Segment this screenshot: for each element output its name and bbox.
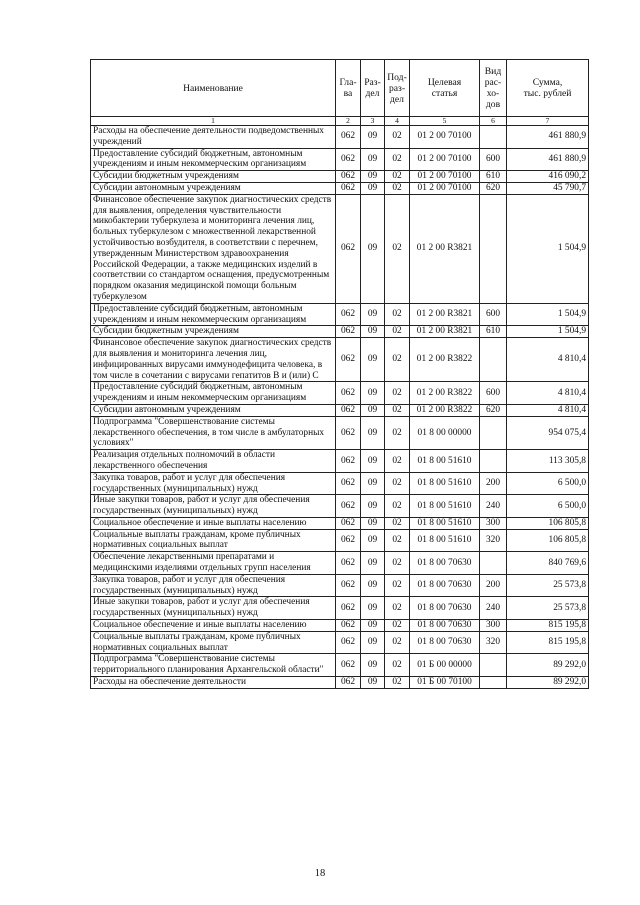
cell-target: 01 8 00 51610 [410, 529, 480, 552]
cell-section: 09 [361, 597, 385, 620]
cell-subsection: 02 [385, 597, 410, 620]
cell-target: 01 2 00 70100 [410, 182, 480, 194]
cell-chapter: 062 [336, 654, 361, 677]
table-row [91, 416, 589, 449]
table-header-row [91, 60, 589, 117]
cell-target: 01 8 00 51610 [410, 450, 480, 473]
cell-target: 01 8 00 00000 [410, 416, 480, 449]
cell-sum: 4 810,4 [507, 382, 589, 405]
cell-name: Расходы на обеспечение деятельности подведомственных учреждений [91, 126, 336, 149]
cell-section: 09 [361, 552, 385, 575]
cell-chapter: 062 [336, 126, 361, 149]
cell-section: 09 [361, 677, 385, 689]
cell-subsection: 02 [385, 126, 410, 149]
cell-chapter: 062 [336, 517, 361, 529]
cell-subsection: 02 [385, 326, 410, 338]
cell-section: 09 [361, 654, 385, 677]
cell-target: 01 8 00 51610 [410, 517, 480, 529]
cell-name: Финансовое обеспечение закупок диагностических средств для выявления и мониторинга лечения лиц, инфицированных вирусами иммунодефицита человека, в том числе в сочетании с вирусами гепатитов B и (или) C [91, 338, 336, 382]
cell-subsection: 02 [385, 182, 410, 194]
cell-subsection: 02 [385, 404, 410, 416]
cell-chapter: 062 [336, 326, 361, 338]
cell-name: Субсидии бюджетным учреждениям [91, 171, 336, 183]
cell-name: Закупка товаров, работ и услуг для обеспечения государственных (муниципальных) нужд [91, 472, 336, 495]
cell-chapter: 062 [336, 194, 361, 303]
cell-subsection: 02 [385, 303, 410, 326]
table-row [91, 338, 589, 382]
cell-sum: 4 810,4 [507, 404, 589, 416]
cell-exp-type: 240 [480, 597, 507, 620]
cell-target: 01 8 00 51610 [410, 495, 480, 518]
cell-subsection: 02 [385, 517, 410, 529]
cell-section: 09 [361, 126, 385, 149]
cell-subsection: 02 [385, 529, 410, 552]
cell-exp-type: 240 [480, 495, 507, 518]
cell-sum: 113 305,8 [507, 450, 589, 473]
cell-name: Иные закупки товаров, работ и услуг для обеспечения государственных (муниципальных) нужд [91, 495, 336, 518]
cell-name: Реализация отдельных полномочий в области лекарственного обеспечения [91, 450, 336, 473]
cell-subsection: 02 [385, 382, 410, 405]
cell-target: 01 8 00 70630 [410, 574, 480, 597]
cell-sum: 106 805,8 [507, 529, 589, 552]
cell-sum: 4 810,4 [507, 338, 589, 382]
cell-section: 09 [361, 574, 385, 597]
cell-chapter: 062 [336, 495, 361, 518]
cell-subsection: 02 [385, 574, 410, 597]
cell-exp-type [480, 194, 507, 303]
cell-exp-type: 200 [480, 472, 507, 495]
table-row [91, 472, 589, 495]
cell-subsection: 02 [385, 654, 410, 677]
cell-target: 01 2 00 70100 [410, 171, 480, 183]
table-row [91, 194, 589, 303]
cell-chapter: 062 [336, 382, 361, 405]
column-number: 5 [410, 117, 480, 126]
cell-section: 09 [361, 338, 385, 382]
cell-target: 01 2 00 R3821 [410, 326, 480, 338]
cell-subsection: 02 [385, 552, 410, 575]
table-row [91, 171, 589, 183]
cell-chapter: 062 [336, 182, 361, 194]
cell-sum: 461 880,9 [507, 148, 589, 171]
cell-exp-type: 300 [480, 620, 507, 632]
cell-section: 09 [361, 472, 385, 495]
column-number-row [91, 117, 589, 126]
cell-sum: 25 573,8 [507, 597, 589, 620]
table-row [91, 552, 589, 575]
cell-exp-type: 600 [480, 148, 507, 171]
cell-chapter: 062 [336, 631, 361, 654]
cell-name: Финансовое обеспечение закупок диагностических средств для выявления, определения чувствительности микобактерии туберкулеза и мониторинга лечения лиц, больных туберкулезом с множественной лекарственной устойчивостью возбудителя, в соответствии с перечнем, утвержденным Министерством здравоохранения Российской Федерации, а также медицинских изделий в соответствии со стандартом оснащения, предусмотренным порядком оказания медицинской помощи больным туберкулезом [91, 194, 336, 303]
cell-sum: 106 805,8 [507, 517, 589, 529]
cell-target: 01 8 00 70630 [410, 552, 480, 575]
cell-chapter: 062 [336, 529, 361, 552]
cell-chapter: 062 [336, 338, 361, 382]
cell-section: 09 [361, 450, 385, 473]
cell-section: 09 [361, 529, 385, 552]
cell-chapter: 062 [336, 620, 361, 632]
cell-exp-type: 610 [480, 326, 507, 338]
cell-name: Обеспечение лекарственными препаратами и медицинскими изделиями отдельных групп населения [91, 552, 336, 575]
cell-target: 01 2 00 R3822 [410, 338, 480, 382]
cell-chapter: 062 [336, 416, 361, 449]
cell-target: 01 Б 00 70100 [410, 677, 480, 689]
cell-name: Субсидии бюджетным учреждениям [91, 326, 336, 338]
header-subsection: Под- раз- дел [385, 60, 410, 117]
cell-subsection: 02 [385, 677, 410, 689]
cell-name: Расходы на обеспечение деятельности [91, 677, 336, 689]
cell-name: Предоставление субсидий бюджетным, автономным учреждениям и иным некоммерческим организациям [91, 382, 336, 405]
cell-exp-type [480, 450, 507, 473]
cell-sum: 1 504,9 [507, 326, 589, 338]
cell-chapter: 062 [336, 404, 361, 416]
cell-exp-type: 200 [480, 574, 507, 597]
cell-subsection: 02 [385, 472, 410, 495]
cell-chapter: 062 [336, 597, 361, 620]
header-sum: Сумма, тыс. рублей [507, 60, 589, 117]
cell-exp-type: 320 [480, 529, 507, 552]
cell-section: 09 [361, 171, 385, 183]
cell-sum: 840 769,6 [507, 552, 589, 575]
column-number: 7 [507, 117, 589, 126]
cell-name: Подпрограмма "Совершенствование системы лекарственного обеспечения, в том числе в амбулаторных условиях" [91, 416, 336, 449]
cell-section: 09 [361, 194, 385, 303]
table-row [91, 382, 589, 405]
budget-table [90, 59, 589, 689]
cell-sum: 6 500,0 [507, 472, 589, 495]
cell-sum: 954 075,4 [507, 416, 589, 449]
cell-target: 01 2 00 70100 [410, 148, 480, 171]
cell-chapter: 062 [336, 303, 361, 326]
cell-exp-type: 620 [480, 404, 507, 416]
cell-subsection: 02 [385, 495, 410, 518]
cell-name: Предоставление субсидий бюджетным, автономным учреждениям и иным некоммерческим организациям [91, 148, 336, 171]
cell-name: Социальные выплаты гражданам, кроме публичных нормативных социальных выплат [91, 631, 336, 654]
table-row [91, 303, 589, 326]
cell-target: 01 8 00 70630 [410, 631, 480, 654]
table-row [91, 529, 589, 552]
cell-target: 01 2 00 70100 [410, 126, 480, 149]
table-row [91, 450, 589, 473]
table-row [91, 404, 589, 416]
cell-sum: 45 790,7 [507, 182, 589, 194]
table-row [91, 126, 589, 149]
cell-chapter: 062 [336, 677, 361, 689]
cell-section: 09 [361, 631, 385, 654]
cell-sum: 89 292,0 [507, 677, 589, 689]
cell-chapter: 062 [336, 574, 361, 597]
cell-target: 01 2 00 R3821 [410, 303, 480, 326]
cell-subsection: 02 [385, 450, 410, 473]
cell-subsection: 02 [385, 620, 410, 632]
cell-chapter: 062 [336, 472, 361, 495]
cell-section: 09 [361, 495, 385, 518]
table-row [91, 631, 589, 654]
cell-exp-type: 620 [480, 182, 507, 194]
cell-section: 09 [361, 404, 385, 416]
cell-sum: 1 504,9 [507, 303, 589, 326]
cell-section: 09 [361, 517, 385, 529]
table-row [91, 574, 589, 597]
cell-target: 01 8 00 51610 [410, 472, 480, 495]
header-name: Наименование [91, 60, 336, 117]
cell-exp-type [480, 416, 507, 449]
header-target: Целевая статья [410, 60, 480, 117]
cell-target: 01 2 00 R3822 [410, 382, 480, 405]
cell-exp-type [480, 654, 507, 677]
table-body [91, 126, 589, 689]
cell-exp-type [480, 677, 507, 689]
header-chapter: Гла- ва [336, 60, 361, 117]
cell-name: Субсидии автономным учреждениям [91, 404, 336, 416]
cell-target: 01 Б 00 00000 [410, 654, 480, 677]
table-row [91, 620, 589, 632]
cell-exp-type: 600 [480, 303, 507, 326]
page-number: 18 [314, 868, 326, 879]
cell-section: 09 [361, 182, 385, 194]
cell-sum: 6 500,0 [507, 495, 589, 518]
cell-sum: 416 090,2 [507, 171, 589, 183]
cell-name: Субсидии автономным учреждениям [91, 182, 336, 194]
cell-chapter: 062 [336, 552, 361, 575]
cell-exp-type: 600 [480, 382, 507, 405]
cell-subsection: 02 [385, 148, 410, 171]
header-section: Раз- дел [361, 60, 385, 117]
cell-subsection: 02 [385, 194, 410, 303]
column-number: 3 [361, 117, 385, 126]
cell-name: Подпрограмма "Совершенствование системы территориального планирования Архангельской области" [91, 654, 336, 677]
table-row [91, 326, 589, 338]
cell-name: Социальные выплаты гражданам, кроме публичных нормативных социальных выплат [91, 529, 336, 552]
cell-chapter: 062 [336, 171, 361, 183]
cell-subsection: 02 [385, 338, 410, 382]
cell-name: Иные закупки товаров, работ и услуг для обеспечения государственных (муниципальных) нужд [91, 597, 336, 620]
cell-exp-type: 300 [480, 517, 507, 529]
cell-exp-type [480, 552, 507, 575]
cell-target: 01 8 00 70630 [410, 620, 480, 632]
cell-sum: 25 573,8 [507, 574, 589, 597]
cell-section: 09 [361, 148, 385, 171]
cell-exp-type: 610 [480, 171, 507, 183]
cell-section: 09 [361, 382, 385, 405]
cell-name: Социальное обеспечение и иные выплаты населению [91, 517, 336, 529]
cell-name: Социальное обеспечение и иные выплаты населению [91, 620, 336, 632]
cell-exp-type: 320 [480, 631, 507, 654]
cell-name: Закупка товаров, работ и услуг для обеспечения государственных (муниципальных) нужд [91, 574, 336, 597]
column-number: 2 [336, 117, 361, 126]
cell-target: 01 8 00 70630 [410, 597, 480, 620]
table-row [91, 517, 589, 529]
cell-section: 09 [361, 620, 385, 632]
cell-section: 09 [361, 326, 385, 338]
table-row [91, 677, 589, 689]
column-number: 4 [385, 117, 410, 126]
cell-sum: 815 195,8 [507, 631, 589, 654]
cell-sum: 1 504,9 [507, 194, 589, 303]
table-row [91, 182, 589, 194]
cell-section: 09 [361, 303, 385, 326]
cell-target: 01 2 00 R3822 [410, 404, 480, 416]
cell-chapter: 062 [336, 148, 361, 171]
cell-section: 09 [361, 416, 385, 449]
cell-sum: 89 292,0 [507, 654, 589, 677]
column-number: 1 [91, 117, 336, 126]
cell-chapter: 062 [336, 450, 361, 473]
table-row [91, 495, 589, 518]
cell-sum: 815 195,8 [507, 620, 589, 632]
header-exp-type: Вид рас- хо- дов [480, 60, 507, 117]
cell-subsection: 02 [385, 631, 410, 654]
cell-subsection: 02 [385, 171, 410, 183]
table-row [91, 654, 589, 677]
cell-subsection: 02 [385, 416, 410, 449]
cell-name: Предоставление субсидий бюджетным, автономным учреждениям и иным некоммерческим организациям [91, 303, 336, 326]
cell-exp-type [480, 338, 507, 382]
cell-exp-type [480, 126, 507, 149]
column-number: 6 [480, 117, 507, 126]
cell-target: 01 2 00 R3821 [410, 194, 480, 303]
cell-sum: 461 880,9 [507, 126, 589, 149]
table-row [91, 148, 589, 171]
table-row [91, 597, 589, 620]
